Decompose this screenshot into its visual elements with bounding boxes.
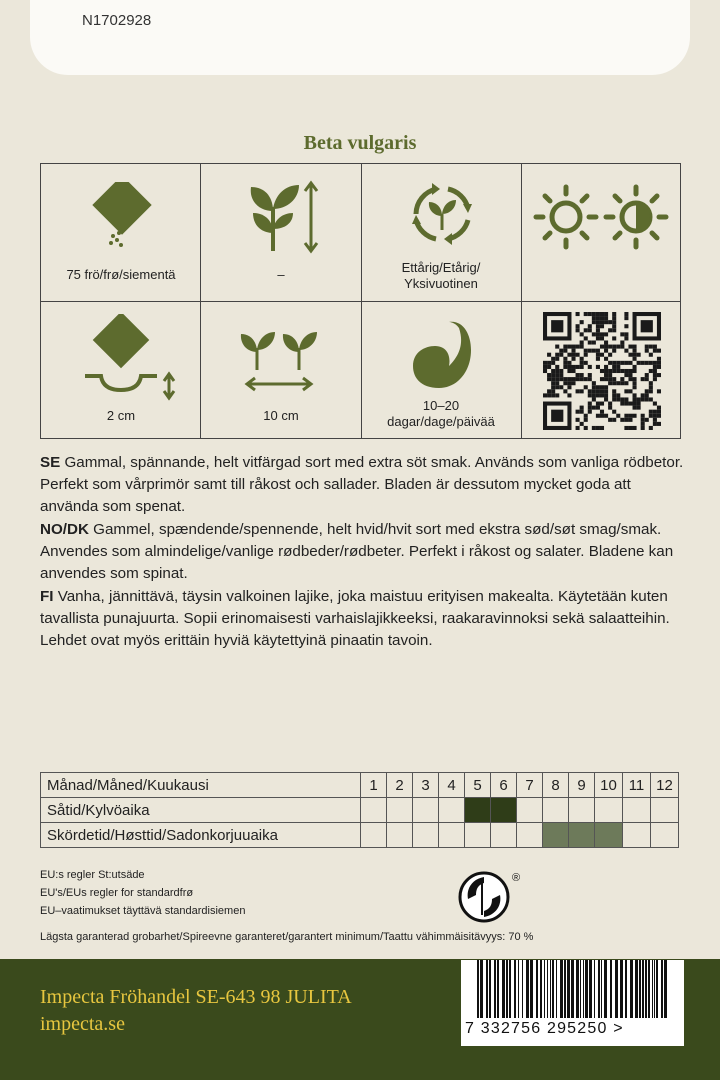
month-header: 6 <box>491 773 517 798</box>
lifecycle-cell <box>361 164 521 302</box>
sow-cell <box>595 798 623 823</box>
sow-cell <box>517 798 543 823</box>
sow-cell <box>491 798 517 823</box>
month-header: 3 <box>413 773 439 798</box>
depth-value: 2 cm <box>106 408 136 423</box>
description-text-fi: Vanha, jännittävä, täysin valkoinen lajike, joka maistuu erityisen makealta. Käytetään kuten tavallista punajuurta. Sopii erinomaisesti varhaislajikkeeksi, raakaravinnoksi sekä salaatteihin. Lehdet ovat myös erittäin hyviä käytettyinä pinaatin tavoin. <box>40 588 670 649</box>
sow-cell <box>569 798 595 823</box>
spacing-cell <box>201 302 361 440</box>
product-code: N1702928 <box>82 12 152 29</box>
calendar-sow-row <box>41 798 679 823</box>
month-header: 12 <box>651 773 679 798</box>
height-cell <box>201 164 361 302</box>
lang-label-fi: FI <box>40 588 54 605</box>
plant-height-icon <box>245 179 325 254</box>
sow-label: Såtid/Kylvöaika <box>41 798 361 823</box>
month-label: Månad/Måned/Kuukausi <box>41 773 361 798</box>
sow-cell <box>439 798 465 823</box>
annual-cycle-icon <box>406 178 478 250</box>
qr-cell <box>521 302 681 440</box>
sow-cell <box>623 798 651 823</box>
harvest-label: Skördetid/Høsttid/Sadonkorjuuaika <box>41 823 361 848</box>
month-header: 7 <box>517 773 543 798</box>
sow-cell <box>387 798 413 823</box>
height-value: – <box>277 267 285 282</box>
company-website[interactable]: impecta.se <box>40 1013 125 1035</box>
description-nodk <box>40 519 685 585</box>
barcode-bars <box>461 960 684 1020</box>
seeds-count: 75 frö/frø/siementä <box>66 267 176 282</box>
sow-cell <box>413 798 439 823</box>
description-block <box>40 452 685 653</box>
harvest-cell <box>517 823 543 848</box>
calendar-harvest-row <box>41 823 679 848</box>
plant-spacing-icon <box>237 328 321 394</box>
month-header: 9 <box>569 773 595 798</box>
light-cell <box>521 164 681 302</box>
growing-calendar <box>40 772 679 848</box>
harvest-cell <box>465 823 491 848</box>
eu-line: EU:s regler St:utsäde <box>40 869 145 881</box>
harvest-cell <box>543 823 569 848</box>
sowing-depth-icon <box>79 314 179 402</box>
eu-regulations <box>40 866 245 920</box>
harvest-cell <box>387 823 413 848</box>
calendar-month-row <box>41 773 679 798</box>
harvest-cell <box>491 823 517 848</box>
germination-unit: dagar/dage/päivää <box>387 414 495 429</box>
harvest-cell <box>413 823 439 848</box>
harvest-cell <box>569 823 595 848</box>
seeds-cell <box>41 164 201 302</box>
lang-label-se: SE <box>40 454 61 471</box>
lifecycle-line1: Ettårig/Etårig/ <box>401 260 481 275</box>
sun-partial-shade-icon <box>531 182 671 252</box>
seed-packet-icon <box>87 182 157 252</box>
eu-line: EU–vaatimukset täyttävä standardisiemen <box>40 905 246 917</box>
sow-cell <box>651 798 679 823</box>
germination-days: 10–20 <box>422 398 460 413</box>
latin-name: Beta vulgaris <box>303 132 417 154</box>
spacing-value: 10 cm <box>263 408 299 423</box>
harvest-cell <box>361 823 387 848</box>
month-header: 1 <box>361 773 387 798</box>
harvest-cell <box>623 823 651 848</box>
description-fi <box>40 586 685 652</box>
sow-cell <box>465 798 491 823</box>
lang-label-nodk: NO/DK <box>40 521 89 538</box>
month-header: 10 <box>595 773 623 798</box>
lifecycle-line2: Yksivuotinen <box>404 276 478 291</box>
harvest-cell <box>651 823 679 848</box>
registered-mark: ® <box>511 872 521 884</box>
barcode-digits: 7 332756 295250 > <box>465 1020 624 1037</box>
description-text-nodk: Gammel, spændende/spennende, helt hvid/hvit sort med ekstra sød/søt smag/smak. Anvendes som almindelige/vanlige rødbeder/rødbeter. Perfekt i råkost og salater. Bladene kan anvendes som spinat. <box>40 521 674 582</box>
icon-grid <box>40 163 681 439</box>
description-se <box>40 452 685 518</box>
qr-code-icon[interactable] <box>543 312 661 430</box>
germination-guarantee: Lägsta garanterad grobarhet/Spireevne garanteret/garantert minimum/Taattu vähimmäisitävyys: 70 % <box>40 931 534 943</box>
harvest-cell <box>595 823 623 848</box>
eu-line: EU's/EUs regler for standardfrø <box>40 887 194 899</box>
month-header: 5 <box>465 773 491 798</box>
month-header: 2 <box>387 773 413 798</box>
month-header: 11 <box>623 773 651 798</box>
germinating-seed-icon <box>409 320 473 390</box>
germination-cell <box>361 302 521 440</box>
depth-cell <box>41 302 201 440</box>
month-header: 4 <box>439 773 465 798</box>
month-header: 8 <box>543 773 569 798</box>
green-dot-recycle-icon <box>458 869 522 925</box>
harvest-cell <box>439 823 465 848</box>
footer-address-block <box>40 984 352 1038</box>
sow-cell <box>361 798 387 823</box>
description-text-se: Gammal, spännande, helt vitfärgad sort med extra söt smak. Används som vanliga rödbetor. Perfekt som vårprimör samt till råkost och sallader. Bladen är dessutom mycket goda att använda som spenat. <box>40 454 684 515</box>
company-address: Impecta Fröhandel SE-643 98 JULITA <box>40 986 352 1008</box>
sow-cell <box>543 798 569 823</box>
